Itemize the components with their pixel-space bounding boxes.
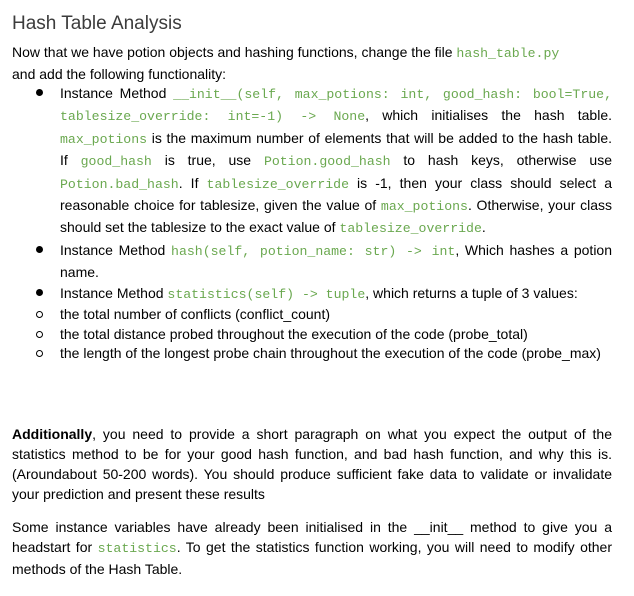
code-potion-good-hash: Potion.good_hash <box>263 154 391 170</box>
statistics-signature: statistics(self) -> tuple <box>167 286 366 302</box>
init-text: . If <box>178 174 207 191</box>
bullet-icon <box>36 246 43 253</box>
init-text: is the maximum number of elements that will be added to the hash table. If <box>60 129 612 169</box>
hash-text: , Which hashes a potion name. <box>60 241 613 281</box>
init-text: , which initialises the hash table. <box>365 107 613 124</box>
intro-text: Now that we have potion objects and hashing functions, change the file <box>12 44 457 60</box>
init-signature: __init__(self, max_potions: int, good_hash: bool=True, tablesize_override: int=-1) -> None <box>60 87 612 125</box>
file-name-code: hash_table.py <box>456 46 560 61</box>
code-statistics: statistics <box>97 541 177 556</box>
sublist-item <box>12 305 612 325</box>
code-max-potions: max_potions <box>60 131 148 147</box>
code-tablesize-override: tablesize_override <box>206 176 349 192</box>
init-text: . Otherwise, your class should set the tablesize to the exact value of <box>60 197 612 236</box>
method-label: Instance Method <box>60 284 168 301</box>
hollow-bullet-icon <box>36 350 43 357</box>
list-item-statistics <box>12 283 612 364</box>
additionally-text: , you need to provide a short paragraph on what you expect the output of the statistics method to be for your good hash function, and bad hash function, and why this is. (Aroundabout 50-200 words). You should produce sufficient fake data to validate or invalidate your prediction and present these results <box>12 426 612 502</box>
init-text: is -1, then your class should select a reasonable choice for tablesize, given the value of <box>60 174 612 214</box>
code-tablesize-override-2: tablesize_override <box>339 221 482 237</box>
method-label: Instance Method <box>60 241 172 258</box>
page-title: Hash Table Analysis <box>12 13 182 34</box>
init-text: to hash keys, otherwise use <box>390 152 612 169</box>
bullet-icon <box>36 289 43 296</box>
sublist-item <box>12 344 612 364</box>
init-text: . <box>481 219 486 236</box>
intro-text-2: and add the following functionality: <box>12 66 227 82</box>
closing-text-2: . To get the statistics function working, you will need to modify other methods of the Hash Table. <box>12 539 613 577</box>
sublist-text: the length of the longest probe chain throughout the execution of the code (probe_max) <box>60 345 601 362</box>
statistics-text: , which returns a tuple of 3 values: <box>365 284 578 301</box>
additionally-bold: Additionally <box>12 426 93 442</box>
hollow-bullet-icon <box>36 331 43 338</box>
sublist-text: the total distance probed throughout the execution of the code (probe_total) <box>60 325 528 342</box>
additionally-paragraph <box>12 424 612 504</box>
intro-paragraph <box>12 42 612 84</box>
list-item-init <box>12 83 612 240</box>
list-item-hash <box>12 240 612 283</box>
code-potion-bad-hash: Potion.bad_hash <box>60 176 179 192</box>
hash-signature: hash(self, potion_name: str) -> int <box>171 243 456 259</box>
sublist-text: the total number of conflicts (conflict_count) <box>60 306 331 323</box>
code-max-potions-2: max_potions <box>380 199 468 215</box>
code-good-hash: good_hash <box>80 154 152 170</box>
bullet-icon <box>36 89 43 96</box>
hollow-bullet-icon <box>36 311 43 318</box>
method-label: Instance Method <box>60 85 174 101</box>
closing-paragraph <box>12 517 612 579</box>
functionality-list <box>12 83 612 364</box>
sublist-item <box>12 325 612 345</box>
statistics-values-list <box>12 305 612 364</box>
closing-text: Some instance variables have already been initialised in the __init__ method to give you a headstart for <box>12 519 612 555</box>
init-text: is true, use <box>151 152 264 169</box>
